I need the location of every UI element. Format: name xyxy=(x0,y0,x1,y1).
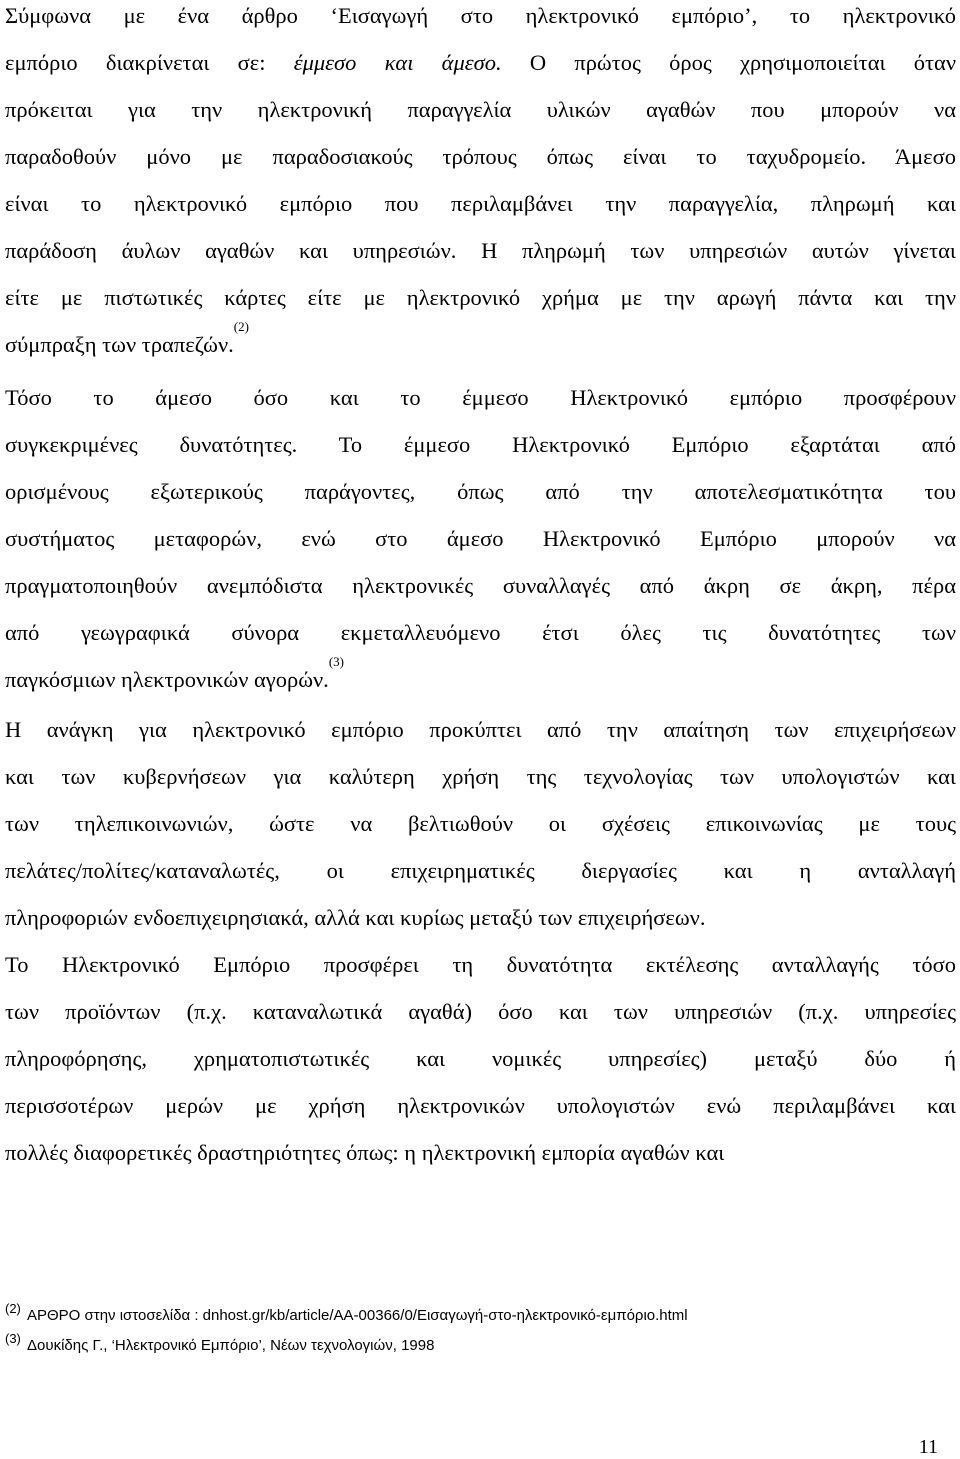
body-line: πληροφοριών ενδοεπιχειρησιακά, αλλά και κυρίως μεταξύ των επιχειρήσεων. xyxy=(5,905,706,930)
body-line: είτε με πιστωτικές κάρτες είτε με ηλεκτρονικό χρήμα με την αρωγή πάντα και την xyxy=(5,285,956,310)
footnote xyxy=(5,1331,435,1356)
body-line: συστήματος μεταφορών, ενώ στο άμεσο Ηλεκτρονικό Εμπόριο μπορούν να xyxy=(5,526,956,551)
footnote-mark: (2) xyxy=(5,1301,21,1316)
page-number: 11 xyxy=(918,1436,938,1458)
footnote xyxy=(5,1301,688,1326)
body-line: πελάτες/πολίτες/καταναλωτές, οι επιχειρηματικές διεργασίες και η ανταλλαγή xyxy=(5,858,956,883)
footnote-text: Δουκίδης Γ., ‘Ηλεκτρονικό Εμπόριο’, Νέων τεχνολογιών, 1998 xyxy=(27,1337,435,1354)
body-line: ορισμένους εξωτερικούς παράγοντες, όπως από την αποτελεσματικότητα του xyxy=(5,479,956,504)
body-line: είναι το ηλεκτρονικό εμπόριο που περιλαμβάνει την παραγγελία, πληρωμή και xyxy=(5,191,956,216)
italic-term: έμμεσο και άμεσο. xyxy=(293,50,502,75)
body-line: των τηλεπικοινωνιών, ώστε να βελτιωθούν οι σχέσεις επικοινωνίας με τους xyxy=(5,811,956,836)
body-line: περισσοτέρων μερών με χρήση ηλεκτρονικών υπολογιστών ενώ περιλαμβάνει και xyxy=(5,1093,956,1118)
footnote-ref: (2) xyxy=(233,319,249,334)
body-line: των προϊόντων (π.χ. καταναλωτικά αγαθά) όσο και των υπηρεσιών (π.χ. υπηρεσίες xyxy=(5,999,956,1024)
body-line: πληροφόρησης, χρηματοπιστωτικές και νομικές υπηρεσίες) μεταξύ δύο ή xyxy=(5,1046,956,1071)
footnote-ref: (3) xyxy=(328,654,344,669)
body-line: Σύμφωνα με ένα άρθρο ‘Εισαγωγή στο ηλεκτρονικό εμπόριο’, το ηλεκτρονικό xyxy=(5,3,956,28)
body-line: σύμπραξη των τραπεζών.$^{(2)}$ xyxy=(5,319,249,357)
body-line: παγκόσμιων ηλεκτρονικών αγορών.$^{(3)}$ xyxy=(5,654,344,692)
body-line: πρόκειται για την ηλεκτρονική παραγγελία υλικών αγαθών που μπορούν να xyxy=(5,97,956,122)
footnote-mark: (3) xyxy=(5,1331,21,1346)
footnote-text: ΑΡΘΡΟ στην ιστοσελίδα : dnhost.gr/kb/article/AA-00366/0/Εισαγωγή-στο-ηλεκτρονικό-εμπόριο.html xyxy=(27,1307,688,1324)
body-line: παράδοση άυλων αγαθών και υπηρεσιών. Η πληρωμή των υπηρεσιών αυτών γίνεται xyxy=(5,238,956,263)
body-line: Το Ηλεκτρονικό Εμπόριο προσφέρει τη δυνατότητα εκτέλεσης ανταλλαγής τόσο xyxy=(5,952,956,977)
body-line: πραγματοποιηθούν ανεμπόδιστα ηλεκτρονικές συναλλαγές από άκρη σε άκρη, πέρα xyxy=(5,573,956,598)
body-line: παραδοθούν μόνο με παραδοσιακούς τρόπους όπως είναι το ταχυδρομείο. Άμεσο xyxy=(5,144,956,169)
body-line: πολλές διαφορετικές δραστηριότητες όπως: η ηλεκτρονική εμπορία αγαθών και xyxy=(5,1140,725,1165)
body-line: και των κυβερνήσεων για καλύτερη χρήση της τεχνολογίας των υπολογιστών και xyxy=(5,764,956,789)
body-line: εμπόριο διακρίνεται σε: έμμεσο και άμεσο. Ο πρώτος όρος χρησιμοποιείται όταν xyxy=(5,50,957,75)
body-line: Τόσο το άμεσο όσο και το έμμεσο Ηλεκτρονικό εμπόριο προσφέρουν xyxy=(5,385,956,410)
body-line: από γεωγραφικά σύνορα εκμεταλλευόμενο έτσι όλες τις δυνατότητες των xyxy=(5,620,956,645)
body-line: συγκεκριμένες δυνατότητες. Το έμμεσο Ηλεκτρονικό Εμπόριο εξαρτάται από xyxy=(5,432,956,457)
body-line: Η ανάγκη για ηλεκτρονικό εμπόριο προκύπτει από την απαίτηση των επιχειρήσεων xyxy=(5,717,956,742)
